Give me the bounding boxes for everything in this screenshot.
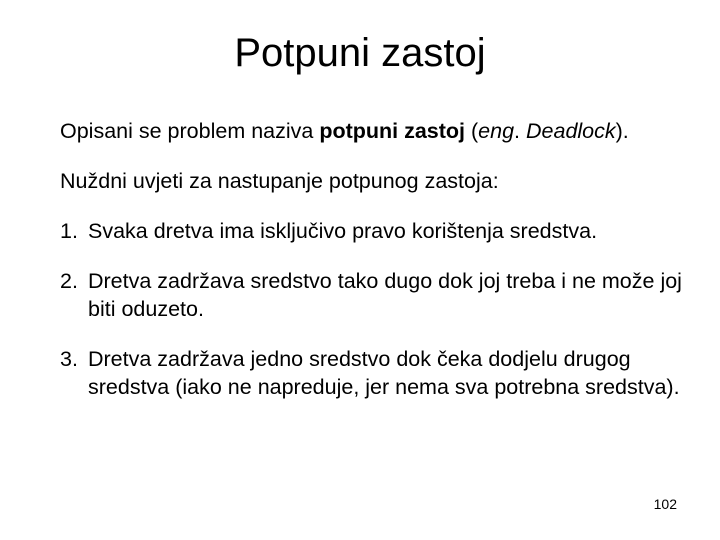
- condition-item: [60, 345, 700, 401]
- intro-bold-term: potpuni zastoj: [319, 119, 466, 143]
- condition-number: 3.: [60, 347, 78, 371]
- intro-eng-term: Deadlock: [526, 119, 616, 143]
- condition-number: 2.: [60, 269, 78, 293]
- intro-dot: .: [514, 119, 526, 143]
- intro-suffix: ).: [615, 119, 629, 143]
- intro-paren-open: (: [465, 119, 479, 143]
- condition-text: Dretva zadržava sredstvo tako dugo dok joj treba i ne može joj biti oduzeto.: [88, 269, 682, 321]
- condition-item: [60, 267, 700, 323]
- slide-title: Potpuni zastoj: [234, 31, 486, 75]
- intro-prefix: Opisani se problem naziva: [60, 119, 320, 143]
- intro-paragraph: [60, 117, 700, 145]
- condition-item: [60, 217, 700, 245]
- intro-eng-label: eng: [478, 119, 515, 143]
- condition-text: Dretva zadržava jedno sredstvo dok čeka dodjelu drugog sredstva (iako ne napreduje, jer nema sva potrebna sredstva).: [88, 347, 680, 399]
- page-number: 102: [653, 496, 677, 512]
- condition-number: 1.: [60, 219, 78, 243]
- condition-text: Svaka dretva ima isključivo pravo korištenja sredstva.: [88, 219, 598, 243]
- conditions-heading: Nuždni uvjeti za nastupanje potpunog zastoja:: [60, 169, 499, 193]
- slide-content: [60, 117, 700, 423]
